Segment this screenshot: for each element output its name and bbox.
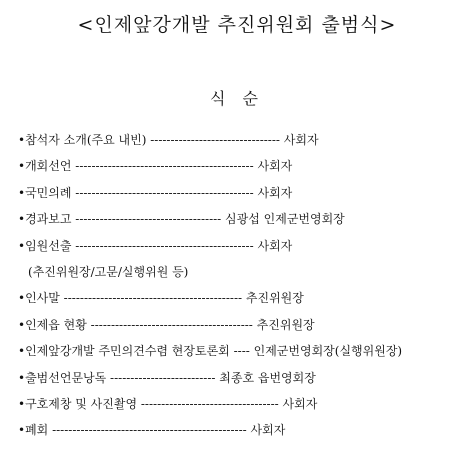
agenda-item (18, 285, 468, 311)
agenda-item-text: 참석자 소개(주요 내빈) -------------------------------- 사회자 (25, 133, 319, 147)
agenda-item (18, 127, 468, 153)
bullet: • (18, 396, 26, 411)
agenda-item (18, 365, 468, 391)
agenda-item (18, 312, 468, 338)
agenda-item (18, 417, 468, 443)
bullet: • (18, 133, 26, 147)
agenda-item-text: 임원선출 -------------------------------------------- 사회자 (25, 238, 293, 253)
agenda-item (18, 338, 468, 364)
section-title: 식 순 (210, 89, 264, 108)
agenda-item-text: 폐회 ------------------------------------------------ 사회자 (25, 423, 286, 438)
bullet: • (18, 370, 26, 385)
agenda-item (18, 153, 468, 179)
bullet: • (18, 212, 26, 227)
bullet: • (18, 291, 26, 306)
bullet: • (18, 344, 26, 359)
agenda-item (18, 206, 468, 232)
agenda-item-text: 개회선언 -------------------------------------------- 사회자 (25, 159, 293, 174)
page-title: <인제앞강개발 추진위원회 출범식> (77, 14, 397, 36)
bullet: • (18, 159, 26, 174)
agenda-item-text: 인제읍 현황 ---------------------------------------- 추진위원장 (25, 317, 315, 332)
agenda-item (18, 180, 468, 206)
agenda-item-text: 경과보고 ------------------------------------ 심광섭 인제군번영회장 (25, 212, 345, 227)
agenda-item-text: 인사말 -------------------------------------------- 추진위원장 (25, 291, 304, 306)
agenda-item-text: 구호제창 및 사진촬영 ---------------------------------- 사회자 (25, 396, 318, 411)
bullet: • (18, 238, 26, 253)
bullet: • (18, 317, 26, 332)
agenda-item-text: 국민의례 -------------------------------------------- 사회자 (25, 185, 293, 200)
agenda-list (18, 127, 468, 444)
bullet: • (18, 423, 26, 438)
agenda-item (18, 233, 468, 259)
agenda-item (18, 391, 468, 417)
agenda-item-text: 인제앞강개발 주민의견수렴 현장토론회 ---- 인제군번영회장(실행위원장) (25, 344, 403, 359)
bullet: • (18, 185, 26, 200)
agenda-item-text: 출범선언문낭독 -------------------------- 최종호 읍번영회장 (25, 370, 316, 385)
agenda-subitem (18, 259, 468, 285)
agenda-subitem-text: (추진위원장/고문/실행위원 등) (28, 264, 189, 279)
